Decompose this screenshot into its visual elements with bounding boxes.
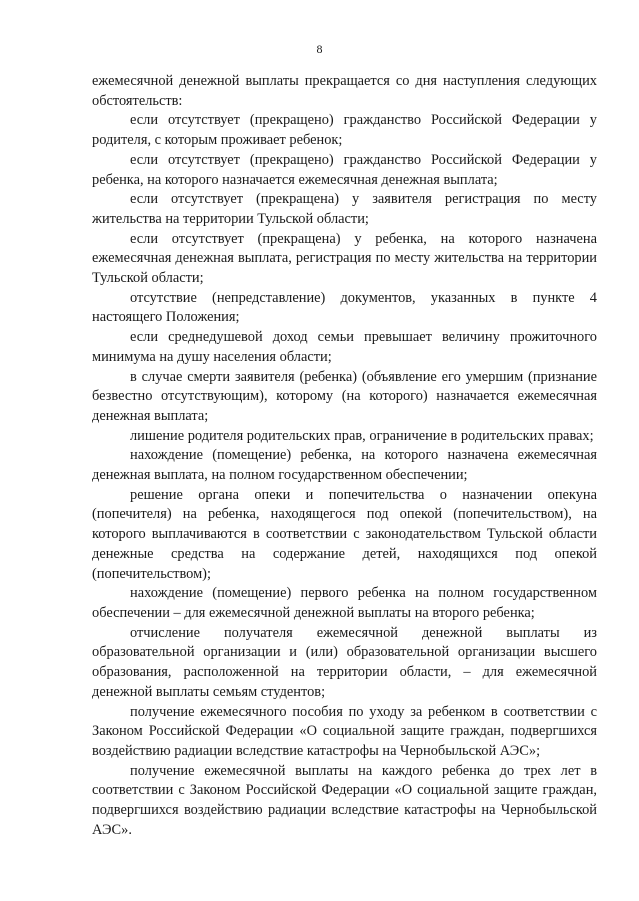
paragraph-chernobyl-allowance: получение ежемесячного пособия по уходу за ребенком в соответствии с Законом Российской Федерации «О социальной защите граждан, подвергшихся воздействию радиации вследствие катастрофы на Чернобыльской АЭС»;	[92, 703, 597, 759]
paragraph-guardianship: решение органа опеки и попечительства о назначении опекуна (попечителя) на ребенка, находящегося под опекой (попечительством), на которого выплачиваются в соответствии с законодательством Тульской области денежные средства на содержание детей, находящихся под опекой (попечительством);	[92, 486, 597, 582]
paragraph-income-exceeds: если среднедушевой доход семьи превышает величину прожиточного минимума на душу населения области;	[92, 329, 597, 365]
document-body	[92, 72, 597, 840]
paragraph-parental-rights: лишение родителя родительских прав, ограничение в родительских правах;	[130, 427, 594, 444]
paragraph-registration-child: если отсутствует (прекращена) у ребенка, на которого назначена ежемесячная денежная выплата, регистрация по месту жительства на территории Тульской области;	[92, 230, 597, 287]
page-number: 8	[316, 42, 323, 56]
paragraph-death: в случае смерти заявителя (ребенка) (объявление его умершим (признание безвестно отсутствующим), которому (на которого) назначается ежемесячная денежная выплата;	[92, 368, 597, 424]
paragraph-student-expulsion: отчисление получателя ежемесячной денежной выплаты из образовательной организации и (или) образовательной организации высшего образования, расположенной на территории области, – для ежемесячной денежной выплаты семьям студентов;	[92, 624, 597, 700]
paragraph-state-support: нахождение (помещение) ребенка, на которого назначена ежемесячная денежная выплата, на полном государственном обеспечении;	[92, 447, 597, 484]
paragraph-citizenship-child: если отсутствует (прекращено) гражданство Российской Федерации у ребенка, на которого назначается ежемесячная денежная выплата;	[92, 151, 597, 188]
paragraph-registration-applicant: если отсутствует (прекращена) у заявителя регистрация по месту жительства на территории Тульской области;	[92, 191, 597, 227]
paragraph-missing-documents: отсутствие (непредставление) документов, указанных в пункте 4 настоящего Положения;	[92, 289, 597, 326]
paragraph-intro: ежемесячной денежной выплаты прекращается со дня наступления следующих обстоятельств:	[92, 73, 597, 109]
paragraph-citizenship-parent: если отсутствует (прекращено) гражданство Российской Федерации у родителя, с которым проживает ребенок;	[92, 112, 597, 149]
paragraph-first-child-support: нахождение (помещение) первого ребенка на полном государственном обеспечении – для ежемесячной денежной выплаты на второго ребенка;	[92, 585, 597, 621]
paragraph-chernobyl-payment: получение ежемесячной выплаты на каждого ребенка до трех лет в соответствии с Законом Российской Федерации «О социальной защите граждан, подвергшихся воздействию радиации вследствие катастрофы на Чернобыльской АЭС».	[92, 762, 597, 838]
